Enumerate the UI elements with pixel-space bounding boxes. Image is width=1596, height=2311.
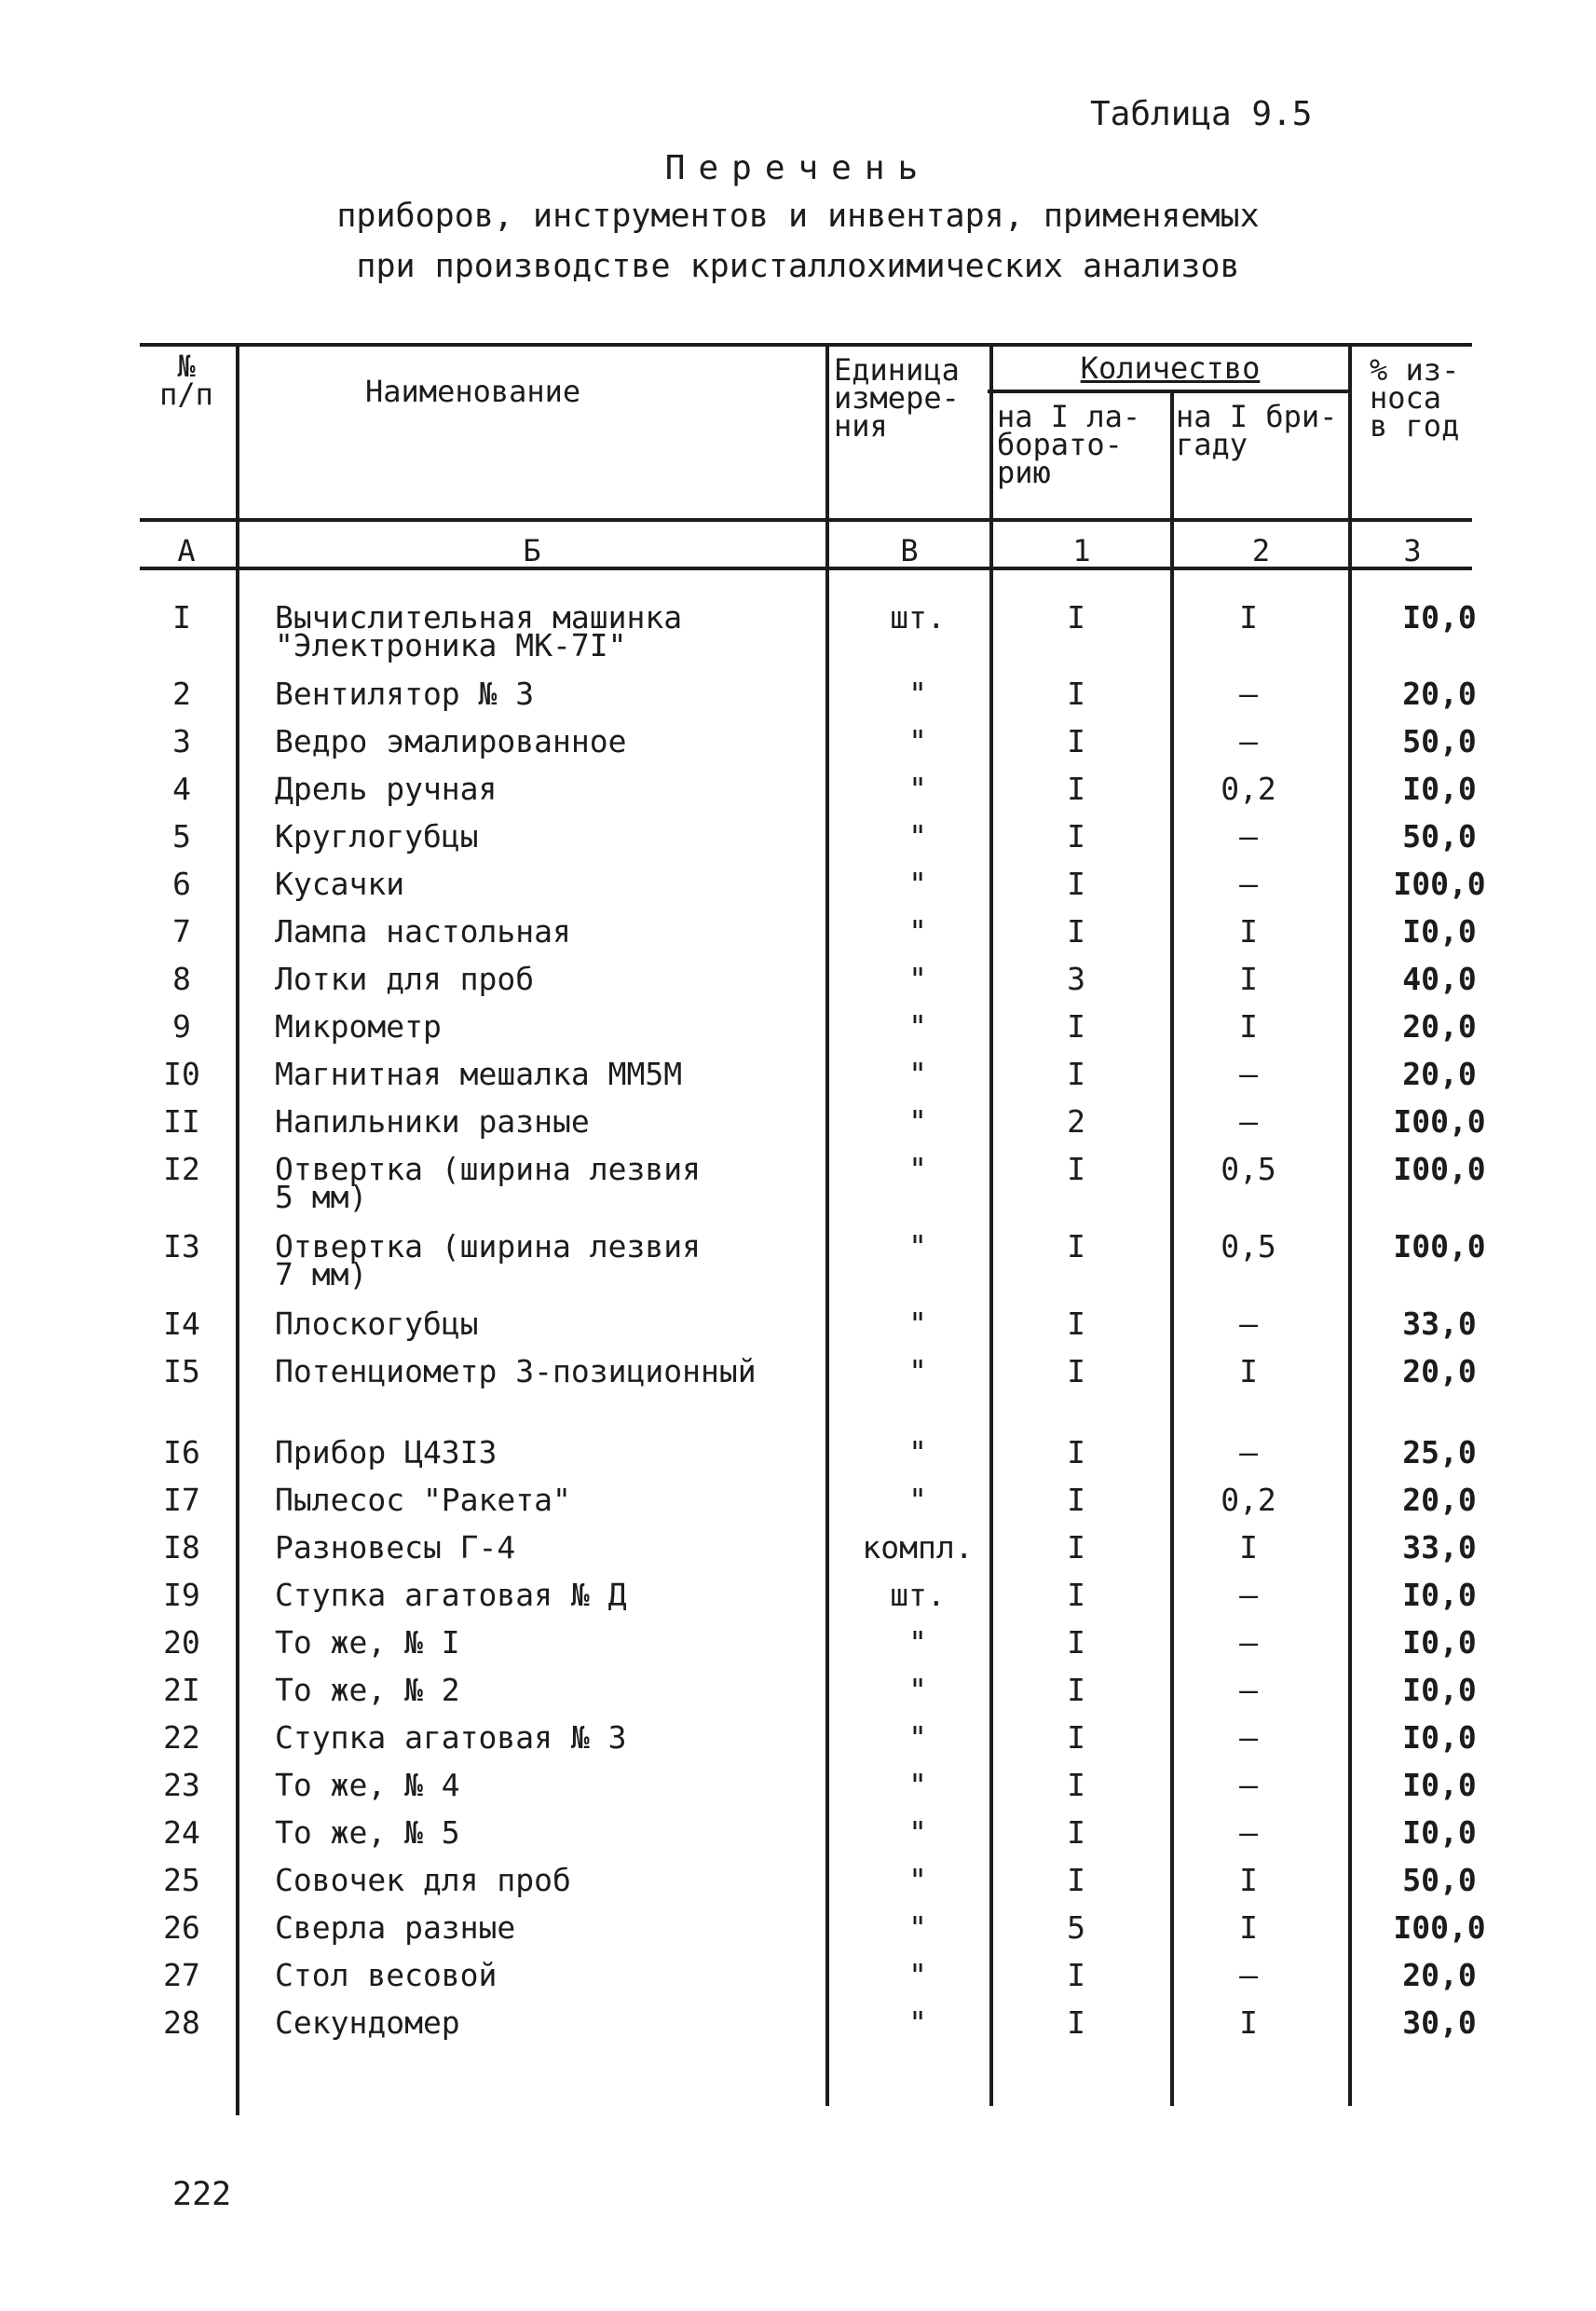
header-wear: % из- носа в год [1370,352,1460,444]
row-wear: 33,0 [1402,1529,1477,1566]
row-name: Микрометр [275,1008,442,1045]
row-num: I3 [163,1228,200,1265]
row-unit: " [908,1767,927,1803]
column-letter-b: Б [523,533,541,568]
table-top-rule [140,343,1472,347]
row-unit: " [908,1434,927,1470]
column-divider-4 [1170,390,1174,2106]
row-name: Совочек для проб [275,1862,571,1898]
row-wear: I0,0 [1402,599,1477,636]
column-divider-5 [1348,345,1352,2106]
row-unit: " [908,1056,927,1092]
header-bottom-rule [140,518,1472,522]
row-wear: 20,0 [1402,676,1477,712]
row-per-lab: I [1067,2004,1085,2041]
column-letter-3: 3 [1403,533,1422,568]
row-unit: " [908,866,927,902]
header-per-brigade: на I бри- гаду [1176,399,1338,462]
row-name: Пылесос "Ракета" [275,1482,571,1518]
row-name: Лампа настольная [275,913,571,950]
row-wear: 50,0 [1402,1862,1477,1898]
row-wear: I0,0 [1402,1577,1477,1613]
row-unit: " [908,1814,927,1851]
row-per-brigade: I [1239,599,1258,636]
row-per-lab: I [1067,1719,1085,1756]
subtitle-line-1: приборов, инструментов и инвентаря, применяемых [336,198,1260,235]
row-per-lab: I [1067,1353,1085,1389]
row-per-brigade: I [1239,961,1258,997]
row-per-lab: 2 [1067,1103,1085,1140]
row-unit: шт. [890,599,946,636]
row-per-lab: I [1067,1814,1085,1851]
row-wear: 20,0 [1402,1957,1477,1993]
row-per-lab: I [1067,1672,1085,1708]
row-wear: I00,0 [1393,1228,1486,1265]
row-name: Отвертка (ширина лезвия 5 мм) [275,1151,701,1215]
row-per-lab: I [1067,1306,1085,1342]
row-name: Отвертка (ширина лезвия 7 мм) [275,1228,701,1292]
row-num: 6 [172,866,191,902]
row-wear: 30,0 [1402,2004,1477,2041]
row-num: 8 [172,961,191,997]
row-name: Ступка агатовая № 3 [275,1719,627,1756]
row-unit: " [908,771,927,807]
row-wear: I0,0 [1402,1624,1477,1661]
row-wear: I0,0 [1402,771,1477,807]
row-name: Стол весовой [275,1957,498,1993]
column-divider-2 [825,345,829,2106]
row-unit: " [908,2004,927,2041]
row-unit: " [908,1957,927,1993]
row-per-lab: I [1067,1767,1085,1803]
row-wear: I0,0 [1402,1767,1477,1803]
row-per-lab: I [1067,1862,1085,1898]
row-name: Вычислительная машинка "Электроника МК-7I" [275,599,683,663]
header-unit: Единица измере- ния [834,352,960,444]
document-title: Перечень [664,149,932,187]
row-per-brigade: – [1239,1672,1258,1708]
row-per-brigade: I [1239,2004,1258,2041]
row-unit: " [908,961,927,997]
row-unit: " [908,1909,927,1946]
row-per-brigade: – [1239,1624,1258,1661]
row-num: 24 [163,1814,200,1851]
row-num: I8 [163,1529,200,1566]
row-name: Прибор Ц43I3 [275,1434,498,1470]
header-name: Наименование [365,374,581,409]
row-unit: " [908,1719,927,1756]
row-per-lab: I [1067,818,1085,855]
row-per-brigade: I [1239,1008,1258,1045]
row-num: I [172,599,191,636]
row-num: I6 [163,1434,200,1470]
row-per-lab: I [1067,676,1085,712]
row-per-brigade: 0,2 [1221,1482,1276,1518]
row-num: 7 [172,913,191,950]
row-name: Сверла разные [275,1909,516,1946]
row-per-lab: I [1067,866,1085,902]
row-wear: I00,0 [1393,1151,1486,1187]
row-unit: " [908,1353,927,1389]
header-per-lab: на I ла- борато- рию [997,399,1141,490]
row-unit: шт. [890,1577,946,1613]
row-num: 4 [172,771,191,807]
row-per-brigade: – [1239,1056,1258,1092]
row-per-brigade: 0,2 [1221,771,1276,807]
row-name: Напильники разные [275,1103,590,1140]
row-per-lab: I [1067,1434,1085,1470]
row-num: 26 [163,1909,200,1946]
header-num: № п/п [159,349,213,412]
row-unit: " [908,818,927,855]
row-wear: 20,0 [1402,1056,1477,1092]
row-unit: " [908,913,927,950]
row-per-brigade: I [1239,1529,1258,1566]
row-num: 20 [163,1624,200,1661]
row-per-lab: I [1067,1151,1085,1187]
row-per-brigade: – [1239,1103,1258,1140]
row-name: То же, № 5 [275,1814,460,1851]
row-num: I5 [163,1353,200,1389]
row-num: I0 [163,1056,200,1092]
column-letter-2: 2 [1251,533,1271,568]
row-name: Дрель ручная [275,771,498,807]
row-unit: " [908,1103,927,1140]
row-num: I4 [163,1306,200,1342]
row-name: Потенциометр 3-позиционный [275,1353,757,1389]
subtitle-line-2: при производстве кристаллохимических анализов [356,248,1240,285]
row-wear: I0,0 [1402,1719,1477,1756]
row-unit: компл. [862,1529,974,1566]
row-per-brigade: I [1239,1909,1258,1946]
row-per-brigade: – [1239,1577,1258,1613]
row-wear: 33,0 [1402,1306,1477,1342]
row-per-brigade: – [1239,1814,1258,1851]
row-num: 27 [163,1957,200,1993]
row-per-brigade: 0,5 [1221,1151,1276,1187]
row-wear: 25,0 [1402,1434,1477,1470]
row-unit: " [908,1228,927,1265]
row-num: 3 [172,723,191,759]
row-unit: " [908,1151,927,1187]
row-per-lab: I [1067,1577,1085,1613]
row-per-lab: I [1067,1957,1085,1993]
header-quantity: Количество [1080,350,1261,386]
row-unit: " [908,1624,927,1661]
row-name: Магнитная мешалка ММ5М [275,1056,683,1092]
row-wear: 20,0 [1402,1353,1477,1389]
row-num: 2 [172,676,191,712]
row-num: 9 [172,1008,191,1045]
row-per-lab: I [1067,913,1085,950]
row-wear: I00,0 [1393,1909,1486,1946]
page-number: 222 [172,2176,232,2213]
row-num: 5 [172,818,191,855]
row-wear: 20,0 [1402,1008,1477,1045]
column-letter-v: В [900,533,919,568]
row-wear: I00,0 [1393,866,1486,902]
row-unit: " [908,676,927,712]
row-per-lab: 3 [1067,961,1085,997]
row-wear: I0,0 [1402,1814,1477,1851]
row-num: I9 [163,1577,200,1613]
row-per-brigade: – [1239,866,1258,902]
row-per-brigade: – [1239,1434,1258,1470]
row-wear: I0,0 [1402,1672,1477,1708]
row-per-lab: I [1067,771,1085,807]
row-name: Вентилятор № 3 [275,676,535,712]
row-unit: " [908,723,927,759]
column-divider-1 [236,345,239,2115]
row-name: Кусачки [275,866,405,902]
row-per-brigade: – [1239,818,1258,855]
row-name: Разновесы Г-4 [275,1529,516,1566]
row-per-lab: I [1067,723,1085,759]
row-unit: " [908,1482,927,1518]
row-name: Ведро эмалированное [275,723,627,759]
row-wear: 50,0 [1402,818,1477,855]
row-num: I2 [163,1151,200,1187]
row-name: То же, № 4 [275,1767,460,1803]
column-letter-1: 1 [1072,533,1091,568]
row-per-lab: I [1067,1624,1085,1661]
table-label: Таблица 9.5 [1090,95,1313,133]
row-num: 2I [163,1672,200,1708]
row-per-lab: I [1067,1228,1085,1265]
row-per-lab: 5 [1067,1909,1085,1946]
row-per-lab: I [1067,1529,1085,1566]
row-wear: 40,0 [1402,961,1477,997]
row-per-lab: I [1067,1008,1085,1045]
row-num: 22 [163,1719,200,1756]
row-per-lab: I [1067,599,1085,636]
row-num: II [163,1103,200,1140]
row-num: 25 [163,1862,200,1898]
row-unit: " [908,1008,927,1045]
column-letter-a: А [177,533,196,568]
row-wear: 20,0 [1402,1482,1477,1518]
row-wear: I0,0 [1402,913,1477,950]
row-per-lab: I [1067,1482,1085,1518]
row-name: Круглогубцы [275,818,479,855]
row-per-brigade: – [1239,1306,1258,1342]
row-name: Лотки для проб [275,961,535,997]
row-name: То же, № 2 [275,1672,460,1708]
row-num: 23 [163,1767,200,1803]
row-name: Плоскогубцы [275,1306,479,1342]
row-wear: I00,0 [1393,1103,1486,1140]
row-per-brigade: – [1239,723,1258,759]
quantity-subheader-rule [988,390,1351,393]
row-name: Ступка агатовая № Д [275,1577,627,1613]
row-num: I7 [163,1482,200,1518]
row-unit: " [908,1672,927,1708]
row-per-brigade: I [1239,1862,1258,1898]
row-wear: 50,0 [1402,723,1477,759]
row-per-brigade: – [1239,1957,1258,1993]
row-per-brigade: I [1239,913,1258,950]
row-per-lab: I [1067,1056,1085,1092]
row-unit: " [908,1862,927,1898]
row-per-brigade: – [1239,676,1258,712]
row-per-brigade: – [1239,1719,1258,1756]
row-name: То же, № I [275,1624,460,1661]
row-per-brigade: 0,5 [1221,1228,1276,1265]
row-per-brigade: I [1239,1353,1258,1389]
row-per-brigade: – [1239,1767,1258,1803]
row-unit: " [908,1306,927,1342]
row-name: Секундомер [275,2004,460,2041]
row-num: 28 [163,2004,200,2041]
